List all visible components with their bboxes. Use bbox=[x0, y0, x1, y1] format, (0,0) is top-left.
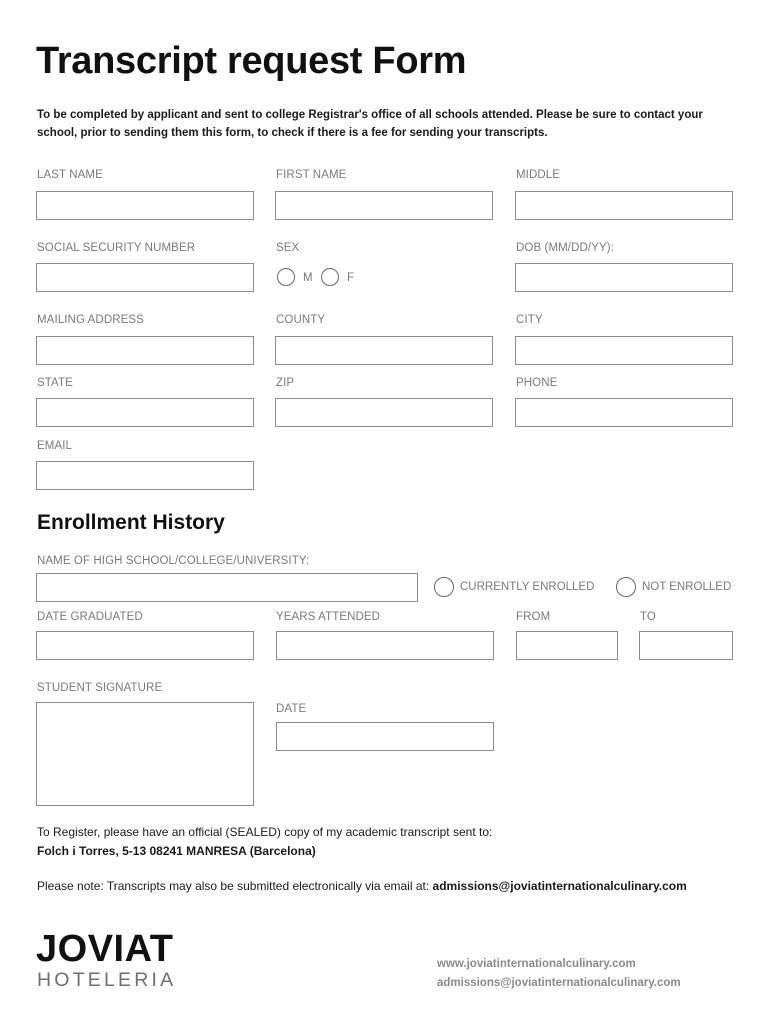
electronic-submission-note bbox=[37, 879, 687, 893]
county-label: COUNTY bbox=[276, 314, 326, 326]
middle-label: MIDDLE bbox=[516, 169, 561, 181]
zip-label: ZIP bbox=[276, 377, 295, 389]
dob-input[interactable] bbox=[515, 263, 733, 292]
enrollment-heading: Enrollment History bbox=[37, 511, 225, 534]
last-name-input[interactable] bbox=[36, 191, 254, 220]
years-attended-label: YEARS ATTENDED bbox=[276, 611, 381, 623]
school-name-label: NAME OF HIGH SCHOOL/COLLEGE/UNIVERSITY: bbox=[37, 555, 310, 567]
city-label: CITY bbox=[516, 314, 543, 326]
email-label: EMAIL bbox=[37, 440, 73, 452]
student-signature-label: STUDENT SIGNATURE bbox=[37, 682, 163, 694]
mailing-address-label: MAILING ADDRESS bbox=[37, 314, 144, 326]
date-label: DATE bbox=[276, 703, 307, 715]
sex-label: SEX bbox=[276, 242, 300, 254]
city-input[interactable] bbox=[515, 336, 733, 365]
mailing-address-input[interactable] bbox=[36, 336, 254, 365]
sex-f-radio[interactable] bbox=[321, 268, 339, 286]
to-input[interactable] bbox=[639, 631, 733, 660]
state-input[interactable] bbox=[36, 398, 254, 427]
joviat-logo: JOVIAT bbox=[36, 928, 174, 970]
from-input[interactable] bbox=[516, 631, 618, 660]
intro-text: To be completed by applicant and sent to college Registrar's office of all schools attended. Please be sure to contact your school, prior to sending them this form, to check if there is a fee for sending your transcripts. bbox=[37, 109, 703, 139]
note-email-link[interactable]: admissions@joviatinternationalculinary.com bbox=[432, 879, 687, 893]
ssn-label: SOCIAL SECURITY NUMBER bbox=[37, 242, 196, 254]
to-label: TO bbox=[640, 611, 656, 623]
dob-label: DOB (MM/DD/YY): bbox=[516, 242, 614, 254]
email-input[interactable] bbox=[36, 461, 254, 490]
not-enrolled-radio[interactable] bbox=[616, 577, 636, 597]
first-name-input[interactable] bbox=[275, 191, 493, 220]
zip-input[interactable] bbox=[275, 398, 493, 427]
not-enrolled-label: NOT ENROLLED bbox=[642, 581, 732, 593]
date-input[interactable] bbox=[276, 722, 494, 751]
mailing-destination-address: Folch i Torres, 5-13 08241 MANRESA (Barcelona) bbox=[37, 844, 316, 858]
years-attended-input[interactable] bbox=[276, 631, 494, 660]
student-signature-box[interactable] bbox=[36, 702, 254, 806]
sex-m-radio[interactable] bbox=[277, 268, 295, 286]
footer-website-link[interactable]: www.joviatinternationalculinary.com bbox=[437, 958, 636, 970]
phone-input[interactable] bbox=[515, 398, 733, 427]
date-graduated-input[interactable] bbox=[36, 631, 254, 660]
sex-f-label: F bbox=[347, 272, 355, 284]
phone-label: PHONE bbox=[516, 377, 558, 389]
last-name-label: LAST NAME bbox=[37, 169, 103, 181]
page-title: Transcript request Form bbox=[36, 40, 467, 82]
currently-enrolled-radio[interactable] bbox=[434, 577, 454, 597]
register-instruction: To Register, please have an official (SEALED) copy of my academic transcript sent to: bbox=[37, 825, 493, 839]
currently-enrolled-label: CURRENTLY ENROLLED bbox=[460, 581, 595, 593]
sex-m-label: M bbox=[303, 272, 313, 284]
hoteleria-logo-subtitle: HOTELERIA bbox=[37, 969, 177, 991]
first-name-label: FIRST NAME bbox=[276, 169, 347, 181]
state-label: STATE bbox=[37, 377, 73, 389]
ssn-input[interactable] bbox=[36, 263, 254, 292]
middle-input[interactable] bbox=[515, 191, 733, 220]
county-input[interactable] bbox=[275, 336, 493, 365]
date-graduated-label: DATE GRADUATED bbox=[37, 611, 143, 623]
school-name-input[interactable] bbox=[36, 573, 418, 602]
note-prefix: Please note: Transcripts may also be submitted electronically via email at: bbox=[37, 879, 430, 893]
footer-email-link[interactable]: admissions@joviatinternationalculinary.com bbox=[437, 977, 681, 989]
from-label: FROM bbox=[516, 611, 551, 623]
